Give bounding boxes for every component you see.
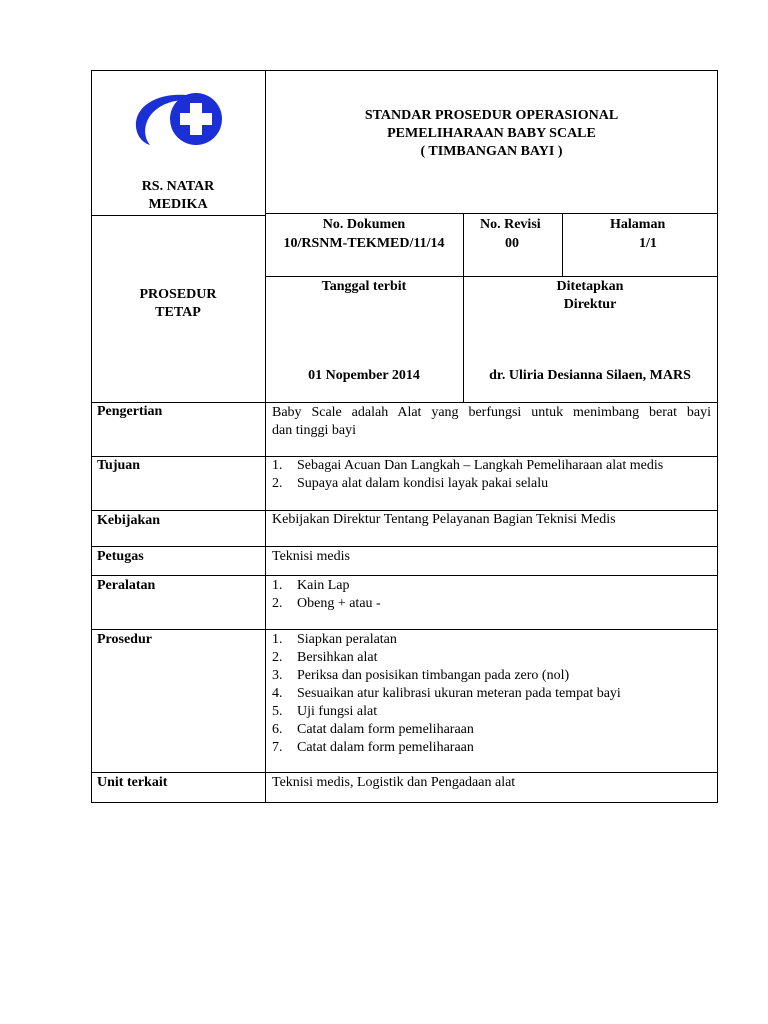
procedure-type-line1: PROSEDUR [139,287,217,302]
approved-label-line1: Ditetapkan [556,279,624,294]
list-text: Siapkan peralatan [297,632,397,647]
petugas-label: Petugas [97,549,144,564]
procedure-type-line2: TETAP [155,305,201,320]
list-item [272,577,381,595]
row-divider-title [265,213,718,214]
list-text: Uji fungsi alat [297,704,378,719]
list-number: 2. [272,650,283,665]
list-text: Supaya alat dalam kondisi layak pakai selalu [297,476,549,491]
list-number: 2. [272,596,283,611]
list-text: Sesuaikan atur kalibrasi ukuran meteran pada tempat bayi [297,686,621,701]
list-item [272,649,621,667]
document-title-line3: ( TIMBANGAN BAYI ) [420,144,563,159]
list-item [272,595,381,613]
hospital-name-line2: MEDIKA [148,197,208,212]
prosedur-label: Prosedur [97,632,152,647]
list-number: 4. [272,686,283,701]
revision-value: 00 [505,236,519,251]
list-number: 1. [272,458,283,473]
row-divider-kebijakan [91,546,718,547]
row-divider-header-end [91,402,718,403]
issue-date-label: Tanggal terbit [321,279,407,294]
list-text: Kain Lap [297,578,350,593]
tujuan-label: Tujuan [97,458,141,473]
doc-number-value: 10/RSNM-TEKMED/11/14 [283,236,445,251]
approved-by-name: dr. Uliria Desianna Silaen, MARS [489,368,691,383]
list-text: Catat dalam form pemeliharaan [297,722,474,737]
petugas-text: Teknisi medis [272,549,350,564]
list-item [272,475,663,493]
list-item [272,457,663,475]
row-divider-petugas [91,575,718,576]
list-text: Periksa dan posisikan timbangan pada zero (nol) [297,668,570,683]
kebijakan-label: Kebijakan [97,513,161,528]
prosedur-list [272,631,621,757]
list-number: 6. [272,722,283,737]
peralatan-list [272,577,381,613]
list-item [272,667,621,685]
hospital-name-line1: RS. NATAR [141,179,215,194]
revision-label: No. Revisi [480,217,541,232]
logo-cross-horizontal [180,113,212,125]
document-title-line1: STANDAR PROSEDUR OPERASIONAL [364,108,619,123]
issue-date-value: 01 Nopember 2014 [308,368,420,383]
pengertian-label: Pengertian [97,404,163,419]
list-item [272,721,621,739]
page-value: 1/1 [639,236,657,251]
tujuan-list [272,457,663,493]
list-text: Catat dalam form pemeliharaan [297,740,474,755]
column-divider-main [265,70,266,803]
table-border-top [91,70,718,71]
unit-terkait-text: Teknisi medis, Logistik dan Pengadaan alat [272,775,516,790]
list-text: Obeng + atau - [297,596,381,611]
list-number: 7. [272,740,283,755]
document-title-line2: PEMELIHARAAN BABY SCALE [387,126,596,141]
list-number: 3. [272,668,283,683]
list-text: Sebagai Acuan Dan Langkah – Langkah Pemeliharaan alat medis [297,458,664,473]
kebijakan-text: Kebijakan Direktur Tentang Pelayanan Bagian Teknisi Medis [272,512,616,527]
list-number: 1. [272,578,283,593]
peralatan-label: Peralatan [97,578,156,593]
row-divider-docno [265,276,718,277]
table-border-right [717,70,718,803]
list-text: Bersihkan alat [297,650,378,665]
list-number: 1. [272,632,283,647]
hospital-logo-icon [134,92,230,146]
approved-label-line2: Direktur [563,297,617,312]
table-border-bottom [91,802,718,803]
list-item [272,631,621,649]
row-divider-peralatan [91,629,718,630]
column-divider-revision [562,213,563,276]
doc-number-label: No. Dokumen [322,217,406,232]
page-label: Halaman [610,217,666,232]
list-item [272,739,621,757]
list-number: 2. [272,476,283,491]
pengertian-text-line2: dan tinggi bayi [272,423,356,438]
list-item [272,685,621,703]
list-item [272,703,621,721]
pengertian-text-line1: Baby Scale adalah Alat yang berfungsi untuk menimbang berat bayi [272,405,711,420]
row-divider-prosedur [91,772,718,773]
row-divider-left-header [91,215,265,216]
list-number: 5. [272,704,283,719]
unit-terkait-label: Unit terkait [97,775,168,790]
